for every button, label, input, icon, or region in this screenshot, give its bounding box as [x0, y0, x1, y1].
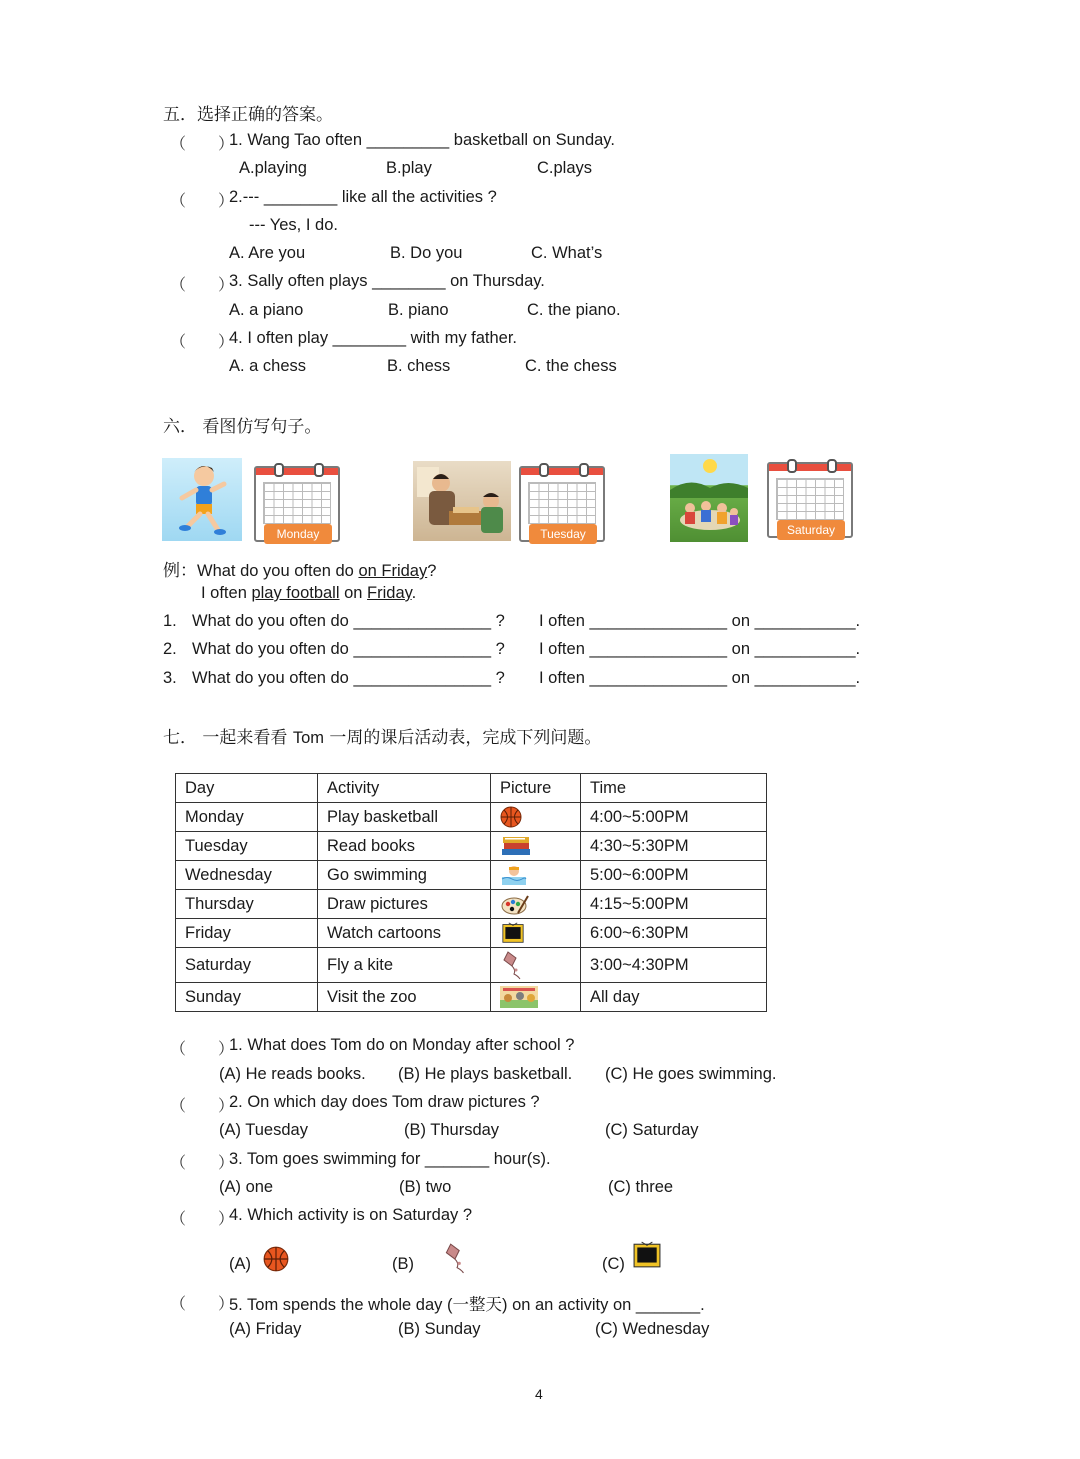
running-boy-picture: [162, 458, 242, 541]
option-b: (B) Sunday: [398, 1320, 481, 1338]
question-text: 3. Sally often plays ________ on Thursday.: [229, 272, 545, 290]
table-row: [176, 983, 767, 1012]
option-a: A.playing: [239, 159, 307, 177]
section7-title-suffix: 一周的课后活动表，完成下列问题。: [323, 728, 602, 748]
option-a: A. a piano: [229, 301, 304, 319]
option-b: B. Do you: [390, 244, 463, 262]
option-c: C. What’s: [531, 244, 603, 262]
cell-picture: [491, 948, 581, 983]
calendar-day-label: Tuesday: [529, 524, 597, 544]
section7-title-prefix: 七． 一起来看看: [163, 728, 293, 748]
calendar-day-label: Monday: [264, 524, 332, 544]
answer-blank[interactable]: （ ）: [170, 1155, 235, 1172]
example-a-underline-activity: play football: [251, 584, 340, 602]
example-a-on: on: [339, 584, 368, 602]
chess-picture: [413, 461, 511, 541]
tv-icon: [633, 1240, 661, 1270]
section7-title: [163, 723, 601, 748]
cell-time: 6:00~6:30PM: [581, 919, 767, 948]
option-b: (B) He plays basketball.: [398, 1065, 573, 1083]
option-a: (A) Tuesday: [219, 1121, 308, 1139]
tv-icon: [500, 922, 526, 944]
cell-day: Monday: [176, 803, 318, 832]
basketball-icon: [500, 806, 522, 828]
example-q-text: What do you often do: [197, 562, 359, 580]
table-row: [176, 919, 767, 948]
option-c: (C) three: [608, 1178, 674, 1196]
schedule-table: [175, 773, 767, 1012]
example-q-end: ?: [427, 562, 437, 580]
cell-time: 4:30~5:30PM: [581, 832, 767, 861]
option-a: (A) He reads books.: [219, 1065, 366, 1083]
line-number: 3.: [163, 669, 177, 687]
cell-picture: [491, 890, 581, 919]
answer-blank[interactable]: （ ）: [170, 1296, 235, 1313]
table-row: [176, 948, 767, 983]
option-b: (B) two: [399, 1178, 452, 1196]
cell-picture: [491, 983, 581, 1012]
cell-day: Wednesday: [176, 861, 318, 890]
cell-day: Thursday: [176, 890, 318, 919]
option-a: (A): [229, 1255, 251, 1273]
section6-title: 六． 看图仿写句子。: [163, 417, 322, 437]
answer-blank[interactable]: （ ）: [170, 193, 235, 210]
fill-question[interactable]: What do you often do _______________ ?: [192, 612, 505, 630]
question-text: 2. On which day does Tom draw pictures ?: [229, 1093, 540, 1111]
cell-activity: Watch cartoons: [318, 919, 491, 948]
option-b: B.play: [386, 159, 432, 177]
option-a: (A) one: [219, 1178, 274, 1196]
example-a-end: .: [411, 584, 417, 602]
cell-time: 3:00~4:30PM: [581, 948, 767, 983]
kite-icon: [442, 1242, 470, 1274]
answer-blank[interactable]: （ ）: [170, 277, 235, 294]
fill-answer[interactable]: I often _______________ on ___________.: [539, 640, 861, 658]
option-c: C. the chess: [525, 357, 617, 375]
zoo-icon: [500, 986, 538, 1008]
answer-blank[interactable]: （ ）: [170, 1098, 235, 1115]
cell-day: Tuesday: [176, 832, 318, 861]
cell-activity: Fly a kite: [318, 948, 491, 983]
fill-question[interactable]: What do you often do _______________ ?: [192, 640, 505, 658]
line-number: 1.: [163, 612, 177, 630]
cell-time: 4:15~5:00PM: [581, 890, 767, 919]
option-c: (C) He goes swimming.: [605, 1065, 777, 1083]
option-b: B. chess: [387, 357, 451, 375]
question-text: 5. Tom spends the whole day (一整天) on an activity on _______.: [229, 1296, 705, 1314]
answer-blank[interactable]: （ ）: [170, 1211, 235, 1228]
question-text: 1. Wang Tao often _________ basketball on Sunday.: [229, 131, 615, 149]
cell-picture: [491, 803, 581, 832]
line-number: 2.: [163, 640, 177, 658]
option-c: C. the piano.: [527, 301, 621, 319]
option-c: (C) Saturday: [605, 1121, 699, 1139]
fill-answer[interactable]: I often _______________ on ___________.: [539, 612, 861, 630]
answer-blank[interactable]: （ ）: [170, 1041, 235, 1058]
answer-blank[interactable]: （ ）: [170, 136, 235, 153]
example-answer: [201, 584, 416, 603]
question-text: 4. I often play ________ with my father.: [229, 329, 518, 347]
question-text: 3. Tom goes swimming for _______ hour(s).: [229, 1150, 551, 1168]
header-day: Day: [176, 774, 318, 803]
option-a: (A) Friday: [229, 1320, 302, 1338]
cell-activity: Visit the zoo: [318, 983, 491, 1012]
example-a-underline-day: Friday: [367, 584, 412, 602]
cell-picture: [491, 832, 581, 861]
cell-day: Friday: [176, 919, 318, 948]
section5-title: 五．选择正确的答案。: [163, 105, 333, 125]
option-b: (B) Thursday: [404, 1121, 500, 1139]
question-text: 4. Which activity is on Saturday ?: [229, 1206, 473, 1224]
table-header-row: [176, 774, 767, 803]
basketball-icon: [263, 1246, 289, 1272]
cell-day: Saturday: [176, 948, 318, 983]
example-q-underline: on Friday: [358, 562, 428, 580]
page-number: 4: [535, 1386, 543, 1402]
section7-title-tom: Tom: [292, 729, 324, 747]
cell-time: All day: [581, 983, 767, 1012]
calendar-icon-saturday: [767, 462, 853, 538]
question-text: 2.--- ________ like all the activities ?: [229, 188, 497, 206]
header-activity: Activity: [318, 774, 491, 803]
kite-icon: [500, 950, 526, 980]
table-row: [176, 861, 767, 890]
fill-question[interactable]: What do you often do _______________ ?: [192, 669, 505, 687]
cell-picture: [491, 919, 581, 948]
question-text: 1. What does Tom do on Monday after school ?: [229, 1036, 575, 1054]
cell-activity: Play basketball: [318, 803, 491, 832]
calendar-icon-monday: [254, 466, 340, 542]
option-a: A. Are you: [229, 244, 306, 262]
books-icon: [500, 835, 532, 857]
cell-time: 5:00~6:00PM: [581, 861, 767, 890]
table-row: [176, 803, 767, 832]
cell-picture: [491, 861, 581, 890]
calendar-day-label: Saturday: [777, 520, 845, 540]
question-reply: --- Yes, I do.: [249, 216, 338, 234]
table-row: [176, 890, 767, 919]
option-c: (C) Wednesday: [595, 1320, 710, 1338]
option-c: (C): [602, 1255, 625, 1273]
picnic-picture: [670, 454, 748, 542]
cell-activity: Draw pictures: [318, 890, 491, 919]
cell-time: 4:00~5:00PM: [581, 803, 767, 832]
option-c: C.plays: [537, 159, 593, 177]
calendar-icon-tuesday: [519, 466, 605, 542]
header-picture: Picture: [491, 774, 581, 803]
fill-answer[interactable]: I often _______________ on ___________.: [539, 669, 861, 687]
example-a-text: I often: [201, 584, 252, 602]
swimmer-icon: [500, 864, 528, 886]
option-b: B. piano: [388, 301, 449, 319]
example-question: [163, 556, 436, 581]
cell-activity: Go swimming: [318, 861, 491, 890]
option-a: A. a chess: [229, 357, 307, 375]
example-label: 例：: [163, 561, 197, 581]
palette-icon: [500, 893, 530, 915]
cell-activity: Read books: [318, 832, 491, 861]
answer-blank[interactable]: （ ）: [170, 334, 235, 351]
header-time: Time: [581, 774, 767, 803]
cell-day: Sunday: [176, 983, 318, 1012]
option-b: (B): [392, 1255, 414, 1273]
table-row: [176, 832, 767, 861]
